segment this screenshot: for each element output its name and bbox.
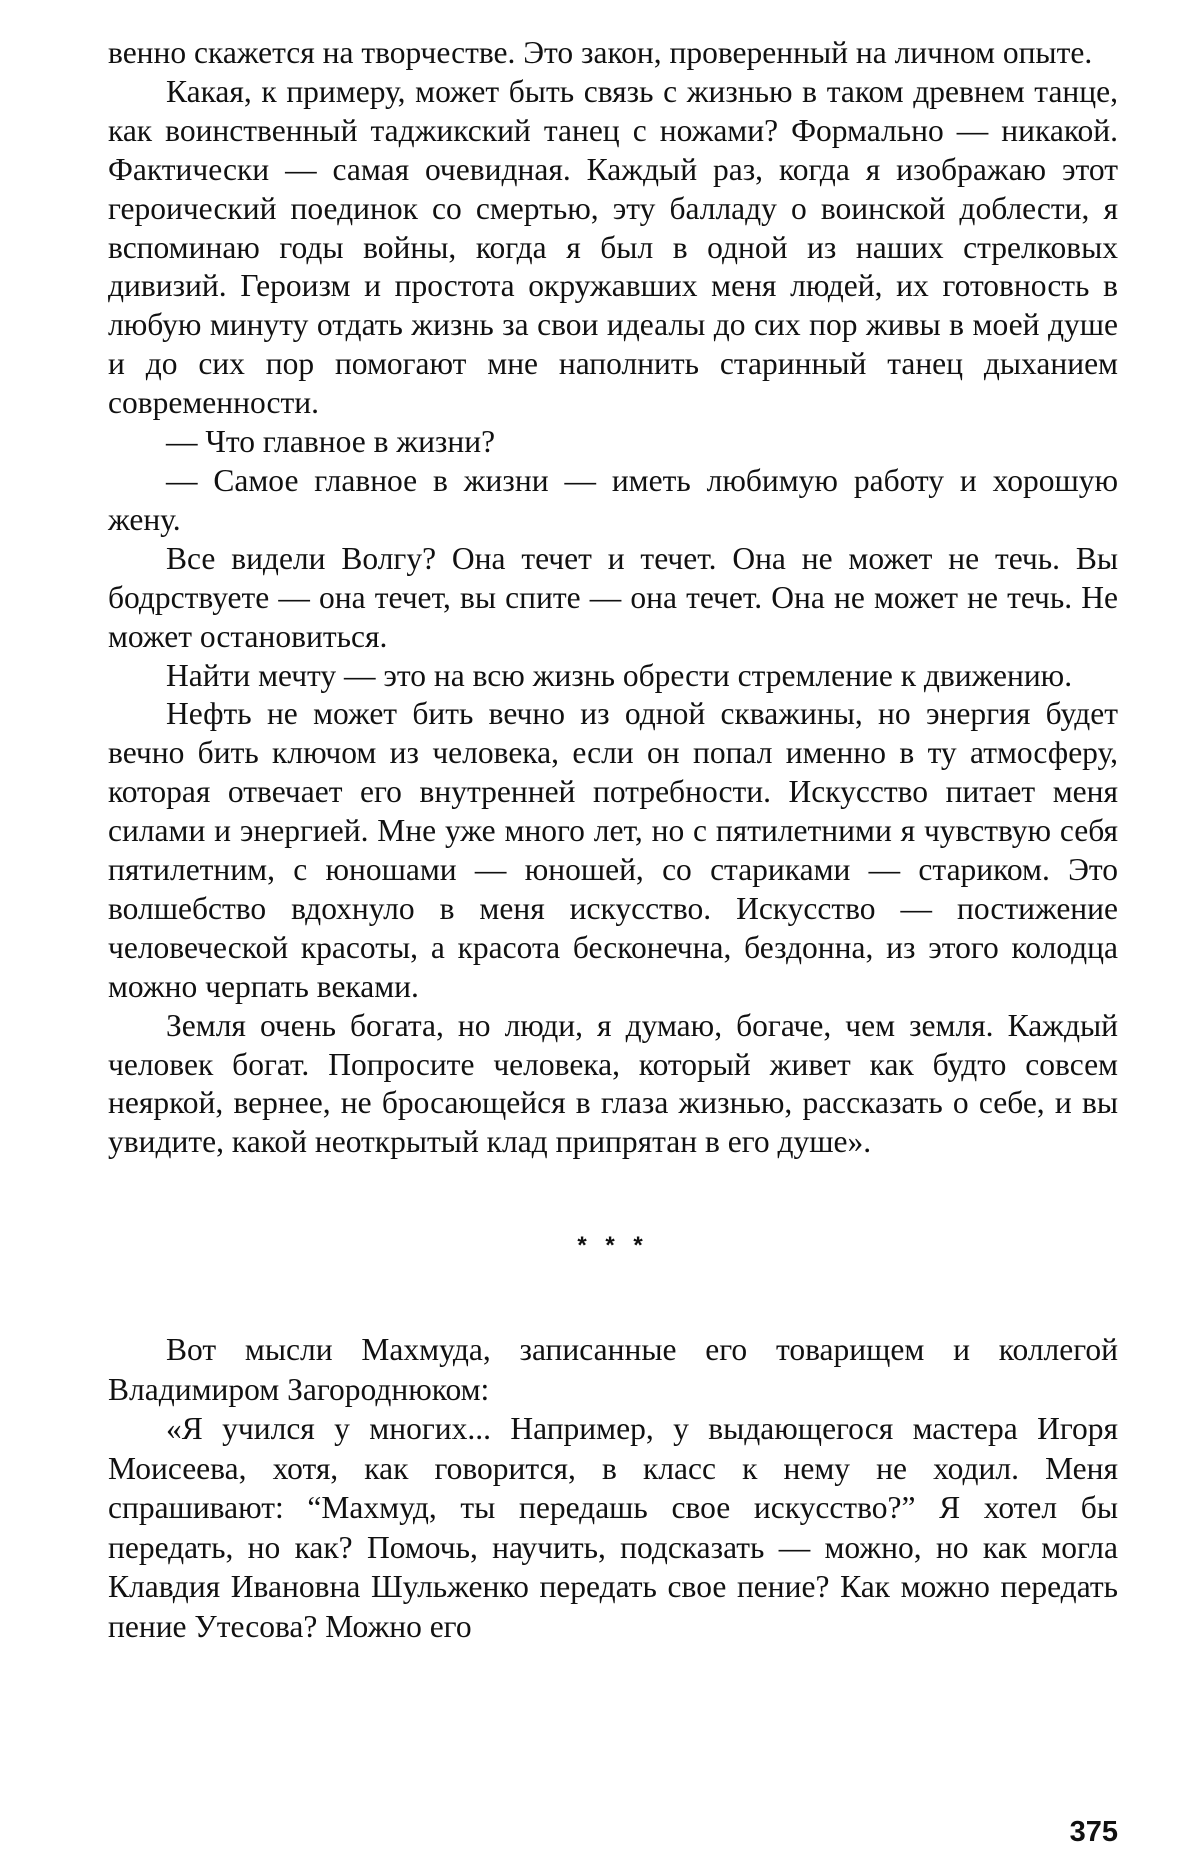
paragraph-people-rich: Земля очень богата, но люди, я думаю, богаче, чем земля. Каждый человек богат. Попросите человека, который живет как будто совсем неяркой, вернее, не бросающейся в глаза жизнью, рассказать о себе, и вы увидите, какой неоткрытый клад припрятан в его душе». xyxy=(108,1007,1118,1163)
text-section-lower xyxy=(108,1330,1118,1646)
paragraph-energy: Нефть не может бить вечно из одной скважины, но энергия будет вечно бить ключом из человека, если он попал именно в ту атмосферу, которая отвечает его внутренней потребности. Искусство питает меня силами и энергией. Мне уже много лет, но с пятилетними я чувствую себя пятилетним, с юношами — юношей, со стариками — стариком. Это волшебство вдохнуло в меня искусство. Искусство — постижение человеческой красоты, а красота бесконечна, бездонна, из этого колодца можно черпать веками. xyxy=(108,695,1118,1006)
section-separator: * * * xyxy=(108,1162,1118,1330)
text-section-upper xyxy=(108,34,1118,1162)
paragraph-quote: «Я учился у многих... Например, у выдающегося мастера Игоря Моисеева, хотя, как говорится, в класс к нему не ходил. Меня спрашивают: “Махмуд, ты передашь свое искусство?” Я хотел бы передать, но как? Помочь, научить, подсказать — можно, но как могла Клавдия Ивановна Шульженко передать свое пение? Как можно передать пение Утесова? Можно его xyxy=(108,1409,1118,1646)
paragraph-answer: — Самое главное в жизни — иметь любимую работу и хорошую жену. xyxy=(108,462,1118,540)
paragraph-dance-memory: Какая, к примеру, может быть связь с жизнью в таком древнем танце, как воинственный таджикский танец с ножами? Формально — никакой. Фактически — самая очевидная. Каждый раз, когда я изображаю этот героический поединок со смертью, эту балладу о воинской доблести, я вспоминаю годы войны, когда я был в одной из наших стрелковых дивизий. Героизм и простота окружавших меня людей, их готовность в любую минуту отдать жизнь за свои идеалы до сих пор живы в моей душе и до сих пор помогают мне наполнить старинный танец дыханием современности. xyxy=(108,73,1118,423)
paragraph-volga: Все видели Волгу? Она течет и течет. Она не может не течь. Вы бодрствуете — она течет, вы спите — она течет. Она не может не течь. Не может остановиться. xyxy=(108,540,1118,657)
paragraph-dream: Найти мечту — это на всю жизнь обрести стремление к движению. xyxy=(108,657,1118,696)
paragraph-continuation: венно скажется на творчестве. Это закон, проверенный на личном опыте. xyxy=(108,34,1118,73)
page-number: 375 xyxy=(1070,1816,1118,1849)
paragraph-intro: Вот мысли Махмуда, записанные его товарищем и коллегой Владимиром Загороднюком: xyxy=(108,1330,1118,1409)
paragraph-question: — Что главное в жизни? xyxy=(108,423,1118,462)
book-page xyxy=(108,34,1118,1834)
